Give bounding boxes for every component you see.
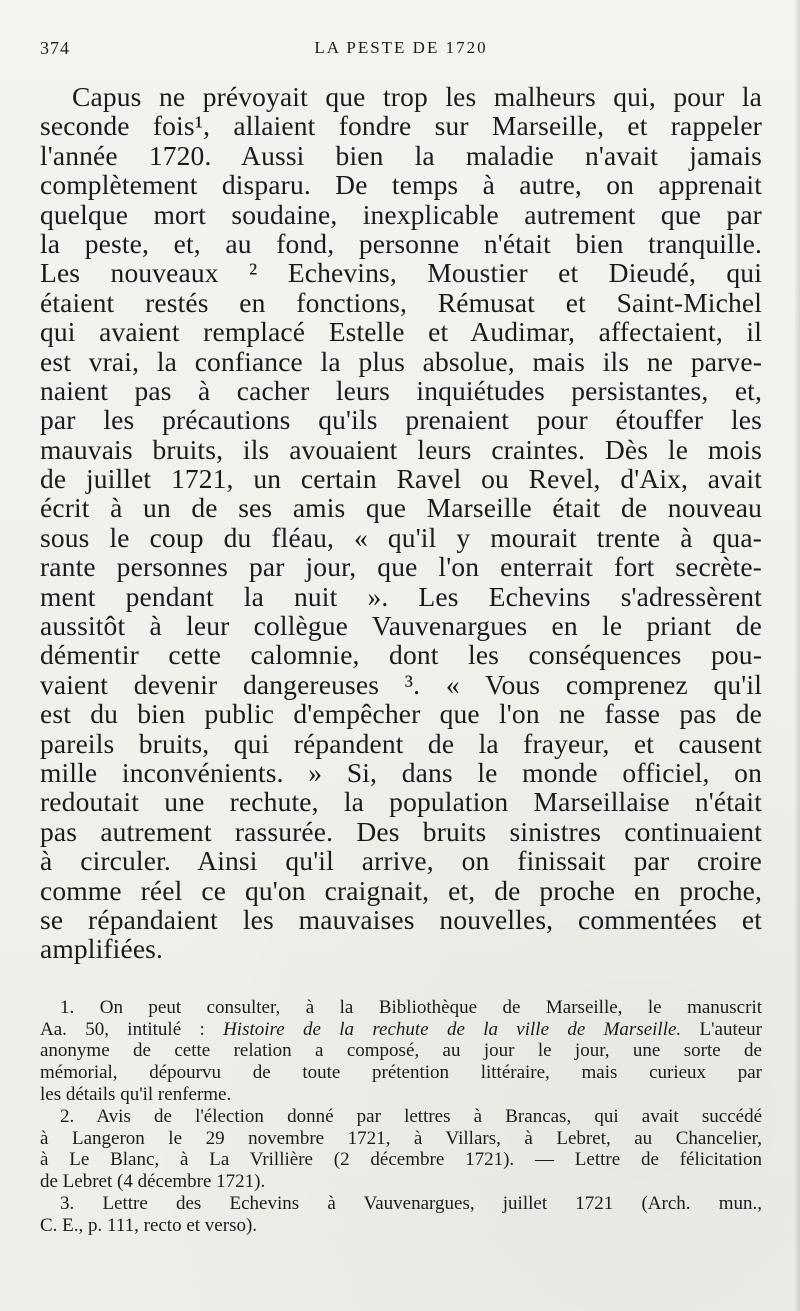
page-edge-shadow [794, 0, 800, 1311]
text-line: est vrai, la confiance la plus absolue, mais ils ne parve- [40, 345, 762, 377]
main-text [40, 82, 762, 964]
text-line: complètement disparu. De temps à autre, on apprenait [40, 169, 762, 201]
manuscript-title: Histoire de la rechute de la ville de Marseille. [223, 1018, 682, 1040]
footnote-line: 3. Lettre des Echevins à Vauvenargues, juillet 1721 (Arch. mun., [60, 1192, 762, 1214]
text-line: redoutait une rechute, la population Marseillaise n'était [40, 786, 762, 818]
footnote-line: C. E., p. 111, recto et verso). [40, 1214, 258, 1236]
text-line: pas autrement rassurée. Des bruits sinistres continuaient [40, 815, 762, 847]
text-line: la peste, et, au fond, personne n'était bien tranquille. [40, 227, 762, 259]
text-line: par les précautions qu'ils prenaient pour étouffer les [40, 404, 762, 436]
text-line: comme réel ce qu'on craignait, et, de proche en proche, [40, 874, 762, 906]
footnote-line: 2. Avis de l'élection donné par lettres à Brancas, qui avait succédé [60, 1105, 762, 1127]
text-line: sous le coup du fléau, « qu'il y mourait trente à qua- [40, 521, 762, 553]
text-line: Capus ne prévoyait que trop les malheurs qui, pour la [72, 81, 762, 112]
text-line: seconde fois¹, allaient fondre sur Marseille, et rappeler [40, 110, 762, 142]
text-line: qui avaient remplacé Estelle et Audimar, affectaient, il [40, 316, 762, 348]
text-line: à circuler. Ainsi qu'il arrive, on finissait par croire [40, 845, 762, 877]
text-line: se répandaient les mauvaises nouvelles, commentées et [40, 903, 762, 935]
footnote-line: à Langeron le 29 novembre 1721, à Villars, à Lebret, au Chancelier, [40, 1127, 762, 1149]
text-line: amplifiées. [40, 933, 164, 965]
footnote-line: mémorial, dépourvu de toute prétention littéraire, mais curieux par [40, 1062, 762, 1084]
text-line: naient pas à cacher leurs inquiétudes persistantes, et, [40, 374, 762, 406]
text-line: rante personnes par jour, que l'on enterrait fort secrète- [40, 551, 762, 583]
page-number: 374 [40, 38, 70, 58]
footnote-line: de Lebret (4 décembre 1721). [40, 1171, 266, 1193]
text-line: aussitôt à leur collègue Vauvenargues en le priant de [40, 610, 762, 642]
text-line: est du bien public d'empêcher que l'on ne fasse pas de [40, 698, 762, 730]
footnote-line: 1. On peut consulter, à la Bibliothèque de Marseille, le manuscrit [60, 996, 762, 1018]
footnote-line: les détails qu'il renferme. [40, 1083, 232, 1105]
text-line: Les nouveaux ² Echevins, Moustier et Dieudé, qui [40, 257, 762, 289]
text-line: vaient devenir dangereuses ³. « Vous comprenez qu'il [40, 668, 762, 700]
footnotes [40, 997, 762, 1237]
text-line: mille inconvénients. » Si, dans le monde officiel, on [40, 756, 762, 788]
text-line: ment pendant la nuit ». Les Echevins s'adressèrent [40, 580, 762, 612]
text-line: étaient restés en fonctions, Rémusat et Saint-Michel [40, 286, 762, 318]
footnote-line: à Le Blanc, à La Vrillière (2 décembre 1721). — Lettre de félicitation [40, 1149, 762, 1171]
footnote-line: anonyme de cette relation a composé, au jour le jour, une sorte de [40, 1040, 762, 1062]
footnote-line: Aa. 50, intitulé : Histoire de la rechute de la ville de Marseille. L'auteur [40, 1018, 763, 1040]
text-line: de juillet 1721, un certain Ravel ou Revel, d'Aix, avait [40, 463, 762, 495]
text-line: écrit à un de ses amis que Marseille était de nouveau [40, 492, 762, 524]
running-title: LA PESTE DE 1720 [314, 38, 488, 57]
text-line: démentir cette calomnie, dont les conséquences pou- [40, 639, 762, 671]
text-line: mauvais bruits, ils avouaient leurs craintes. Dès le mois [40, 433, 762, 465]
text-line: pareils bruits, qui répandent de la frayeur, et causent [40, 727, 762, 759]
text-line: l'année 1720. Aussi bien la maladie n'avait jamais [40, 139, 762, 171]
text-line: quelque mort soudaine, inexplicable autrement que par [40, 198, 762, 230]
page-header [40, 38, 762, 76]
